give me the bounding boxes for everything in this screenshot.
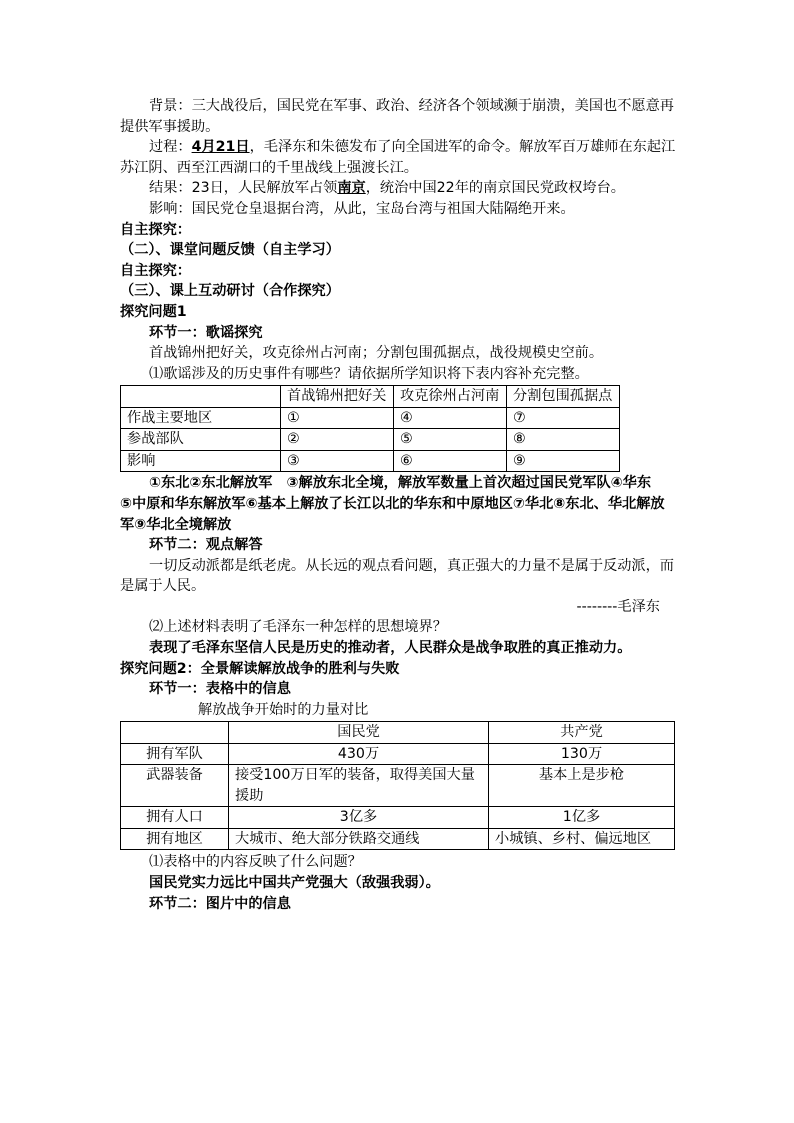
table-cell: 1亿多: [489, 807, 675, 829]
section-two-heading: （二）、课堂问题反馈（自主学习）: [120, 242, 340, 259]
background-paragraph: 背景：三大战役后，国民党在军事、政治、经济各个领域濒于崩溃，美国也不愿意再提供军事援助。: [120, 98, 674, 135]
table-row: [121, 429, 620, 451]
q1-answer-1: ①东北②东北解放军 ③解放东北全境，解放军数量上首次超过国民党军队④华东 ⑤中原和华东解放军⑥基本上解放了长江以北的华东和中原地区⑦华北⑧东北、华北解放军⑨华北全境解放: [120, 475, 666, 533]
q2-step-2-heading: 环节二：图片中的信息: [149, 895, 291, 912]
table-cell: 参战部队: [121, 429, 281, 451]
q1-step-2-heading: 环节二：观点解答: [149, 537, 263, 554]
table-header-row: [121, 722, 675, 744]
self-study-heading-1: 自主探究：: [120, 221, 191, 238]
mao-quote: 一切反动派都是纸老虎。从长远的观点看问题，真正强大的力量不是属于反动派，而是属于人民。: [120, 557, 674, 595]
table-caption: 解放战争开始时的力量对比: [198, 701, 369, 718]
table-row: [121, 765, 675, 807]
table-cell: 大城市、绝大部分铁路交通线: [229, 828, 489, 850]
table-cell: ①: [281, 407, 394, 429]
table-cell: [121, 722, 229, 744]
strength-table: [120, 721, 675, 850]
q2-answer-1: 国民党实力远比中国共产党强大（敌强我弱）。: [149, 875, 440, 892]
question-2-title: 探究问题2：全景解读解放战争的胜利与失败: [120, 660, 400, 677]
table-row: [121, 807, 675, 829]
table-cell: 基本上是步枪: [489, 765, 675, 807]
table-row: [121, 450, 620, 472]
table-cell: ⑦: [507, 407, 620, 429]
table-header-row: [121, 386, 620, 408]
q1-step-1-heading: 环节一：歌谣探究: [149, 324, 263, 341]
table-cell: [121, 386, 281, 408]
table-row: [121, 743, 675, 765]
question-1-title: 探究问题1: [120, 303, 187, 320]
q2-question-1: ⑴表格中的内容反映了什么问题？: [149, 854, 362, 871]
table-row: [121, 407, 620, 429]
table-cell: 拥有人口: [121, 807, 229, 829]
table-cell: 430万: [229, 743, 489, 765]
table-header-cell: 共产党: [489, 722, 675, 744]
table-cell: 小城镇、乡村、偏远地区: [489, 828, 675, 850]
table-cell: ⑤: [394, 429, 507, 451]
table-cell: ⑧: [507, 429, 620, 451]
table-cell: ②: [281, 429, 394, 451]
process-paragraph: 过程：4月21日，毛泽东和朱德发布了向全国进军的命令。解放军百万雄师在东起江苏江阴、西至江西湖口的千里战线上强渡长江。: [120, 139, 676, 176]
self-study-heading-2: 自主探究：: [120, 262, 191, 279]
q1-question-2: ⑵上述材料表明了毛泽东一种怎样的思想境界？: [149, 619, 447, 636]
quote-source: --------毛泽东: [576, 598, 660, 615]
table-header-cell: 分割包围孤据点: [507, 386, 620, 408]
table-cell: ⑨: [507, 450, 620, 472]
table-cell: 3亿多: [229, 807, 489, 829]
campaign-table: [120, 385, 620, 472]
table-header-cell: 首战锦州把好关: [281, 386, 394, 408]
city-highlight: 南京: [337, 180, 366, 197]
table-cell: ④: [394, 407, 507, 429]
table-cell: 拥有军队: [121, 743, 229, 765]
result-paragraph: 结果：23日，人民解放军占领南京，统治中国22年的南京国民党政权垮台。: [149, 180, 625, 197]
document-page: [120, 96, 676, 914]
q1-answer-2: 表现了毛泽东坚信人民是历史的推动者，人民群众是战争取胜的真正推动力。: [149, 640, 632, 657]
table-cell: 武器装备: [121, 765, 229, 807]
table-cell: 接受100万日军的装备，取得美国大量援助: [229, 765, 489, 807]
ballad-text: 首战锦州把好关，攻克徐州占河南；分割包围孤据点，战役规模史空前。: [149, 345, 604, 362]
q2-step-1-heading: 环节一：表格中的信息: [149, 681, 291, 698]
table-header-cell: 攻克徐州占河南: [394, 386, 507, 408]
table-cell: ③: [281, 450, 394, 472]
q1-question-1: ⑴歌谣涉及的历史事件有哪些？请依据所学知识将下表内容补充完整。: [149, 365, 589, 382]
table-header-cell: 国民党: [229, 722, 489, 744]
table-cell: 拥有地区: [121, 828, 229, 850]
date-highlight: 4月21日: [191, 139, 250, 156]
table-cell: 作战主要地区: [121, 407, 281, 429]
table-cell: ⑥: [394, 450, 507, 472]
table-row: [121, 828, 675, 850]
table-cell: 影响: [121, 450, 281, 472]
table-cell: 130万: [489, 743, 675, 765]
section-three-heading: （三）、课上互动研讨（合作探究）: [120, 283, 340, 300]
impact-paragraph: 影响：国民党仓皇退据台湾，从此，宝岛台湾与祖国大陆隔绝开来。: [149, 200, 575, 217]
